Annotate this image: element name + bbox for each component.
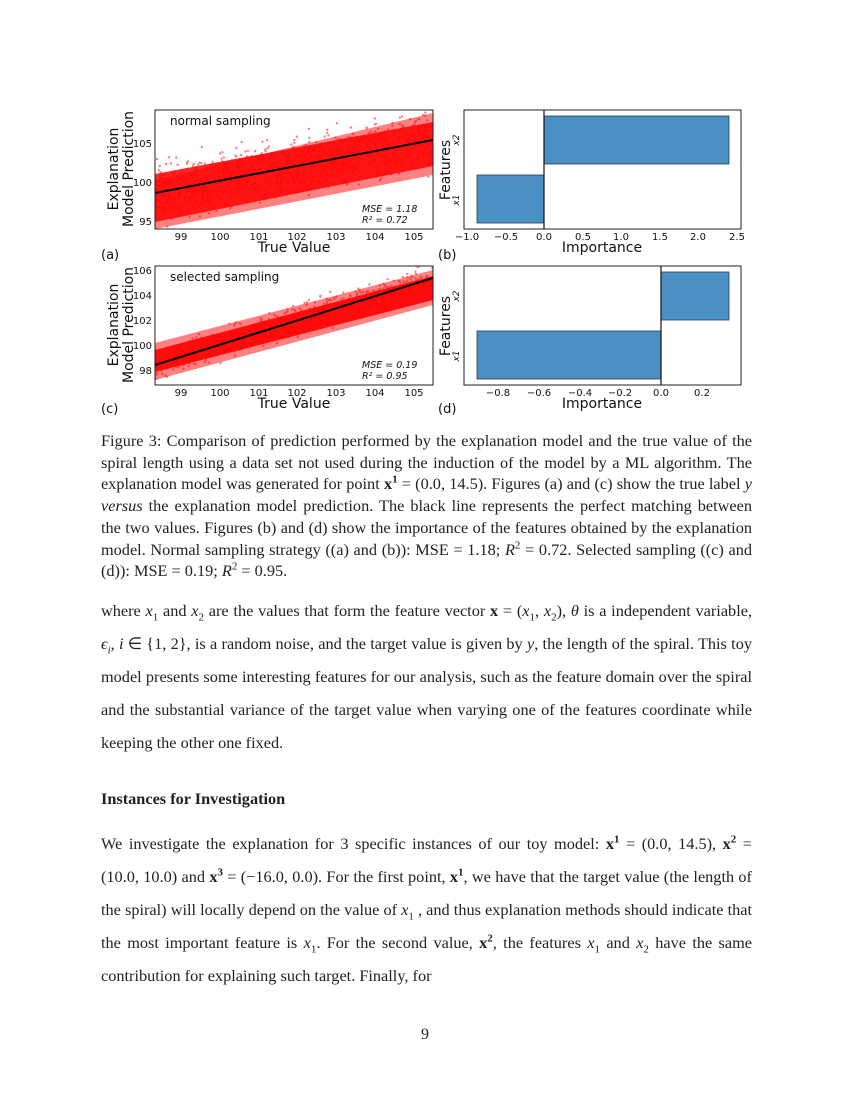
svg-text:−0.5: −0.5 [493,232,519,243]
svg-text:101: 101 [249,388,269,399]
svg-text:x2: x2 [452,290,462,302]
svg-text:99: 99 [174,388,188,399]
panel-c-title: selected sampling [170,270,280,284]
svg-text:103: 103 [326,388,346,399]
bar-x1 [477,331,661,379]
svg-text:0.0: 0.0 [653,388,669,399]
svg-text:1.5: 1.5 [652,232,668,243]
panel-c-ylabel-2: Model Prediction [121,266,137,384]
svg-text:−0.2: −0.2 [607,388,633,399]
bar-x2 [661,272,729,320]
svg-text:2.0: 2.0 [690,232,706,243]
panel-a-xlabel: True Value [257,240,331,256]
panel-b-ylabel: Features [438,139,454,201]
panel-c-mse: MSE = 0.19 [362,360,418,371]
svg-text:95: 95 [139,217,152,228]
body-paragraph-1: where $x_1$ and $x_2$ are the values that form the feature vector $x = (x_1$, $x_2$), θ is a independent variable, $\epsilon_i$, i ∈ {1, 2}, is a random noise, and the target value is given by y, the length of the spiral. This toy model presents some interesting features for our analysis, such as the feature domain over the spiral and the substantial variance of the target value when varying one of the features coordinate while keeping the other one fixed. [101,601,753,752]
panel-a-ylabel-1: Explanation [106,127,122,211]
panel-d-xlabel: Importance [561,396,643,412]
panel-d-label: (d) [438,402,457,417]
svg-text:x1: x1 [452,194,462,206]
bar-x2 [544,116,729,164]
panel-a-r2: R² = 0.72 [362,215,408,226]
svg-text:−0.8: −0.8 [485,388,511,399]
svg-text:0.0: 0.0 [536,232,552,243]
svg-text:101: 101 [249,232,269,243]
svg-text:x2: x2 [452,134,462,146]
svg-text:−1.0: −1.0 [454,232,480,243]
svg-text:−0.4: −0.4 [567,388,593,399]
svg-text:x1: x1 [452,350,462,362]
svg-text:104: 104 [132,291,152,302]
svg-text:105: 105 [132,139,152,150]
svg-text:106: 106 [132,266,152,277]
figure-caption: Figure 3: Comparison of prediction performed by the explanation model and the true value of the spiral length using a data set not used during the induction of the model by a ML algorithm. The explanation model was generated for point $x^1 = (0.0$, 14.5). Figures (a) and (c) show the true label y versus the explanation model prediction. The black line represents the perfect matching between the two values. Figures (b) and (d) show the importance of the features obtained by the explanation model. Normal sampling strategy ((a) and (b)): MSE = 1.18; $R^2 = 0.72$. Selected sampling ((c) and (d)): MSE = 0.19; $R^2 = 0.95$. [101,431,752,581]
panel-b-label: (b) [438,248,457,263]
panel-c-xlabel: True Value [257,396,331,412]
svg-text:0.2: 0.2 [694,388,710,399]
svg-text:−0.6: −0.6 [526,388,552,399]
perfect-match-line [155,278,433,365]
panel-d-bar [438,266,741,417]
svg-text:100: 100 [132,341,152,352]
bar-x1 [477,175,544,223]
panel-d-ylabel: Features [438,295,454,357]
panel-a-mse: MSE = 1.18 [362,204,418,215]
svg-text:102: 102 [287,388,307,399]
svg-text:1.0: 1.0 [613,232,629,243]
svg-text:99: 99 [174,232,188,243]
panel-a-title: normal sampling [170,114,271,128]
panel-a-scatter [101,108,434,263]
svg-text:105: 105 [404,388,424,399]
svg-text:102: 102 [132,316,152,327]
panel-c-ylabel-1: Explanation [106,283,122,367]
panel-a-ylabel-2: Model Prediction [121,110,137,228]
svg-text:100: 100 [210,388,230,399]
svg-text:0.5: 0.5 [575,232,591,243]
panel-b-bar [438,110,745,263]
svg-text:105: 105 [404,232,424,243]
panel-b-xlabel: Importance [561,240,643,256]
panel-a-label: (a) [101,248,120,263]
panel-c-label: (c) [101,402,119,417]
svg-text:102: 102 [287,232,307,243]
svg-text:100: 100 [132,178,152,189]
svg-text:98: 98 [139,366,152,377]
svg-text:104: 104 [365,232,385,243]
section-heading: Instances for Investigation [101,789,286,808]
panel-c-r2: R² = 0.95 [362,371,408,382]
page-number: 9 [421,1026,429,1043]
panel-c-scatter [101,263,434,417]
body-paragraph-2: We investigate the explanation for 3 specific instances of our toy model: $x^1 = (0.0$, 14.5), $x^2 = (10.0$, 10.0) and $x^3 = (-16.0$, 0.0). For the first point, $x^1$, we have that the target value (the length of the spiral) will locally depend on the value of $x_1$ , and thus explanation methods should indicate that the most important feature is $x_1$. For the second value, $x^2$, the features $x_1$ and $x_2$ have the same contribution for explaining such target. Finally, for [101,833,753,985]
svg-text:103: 103 [326,232,346,243]
svg-text:2.5: 2.5 [729,232,745,243]
svg-text:100: 100 [210,232,230,243]
svg-text:104: 104 [365,388,385,399]
figure-3 [0,0,850,420]
